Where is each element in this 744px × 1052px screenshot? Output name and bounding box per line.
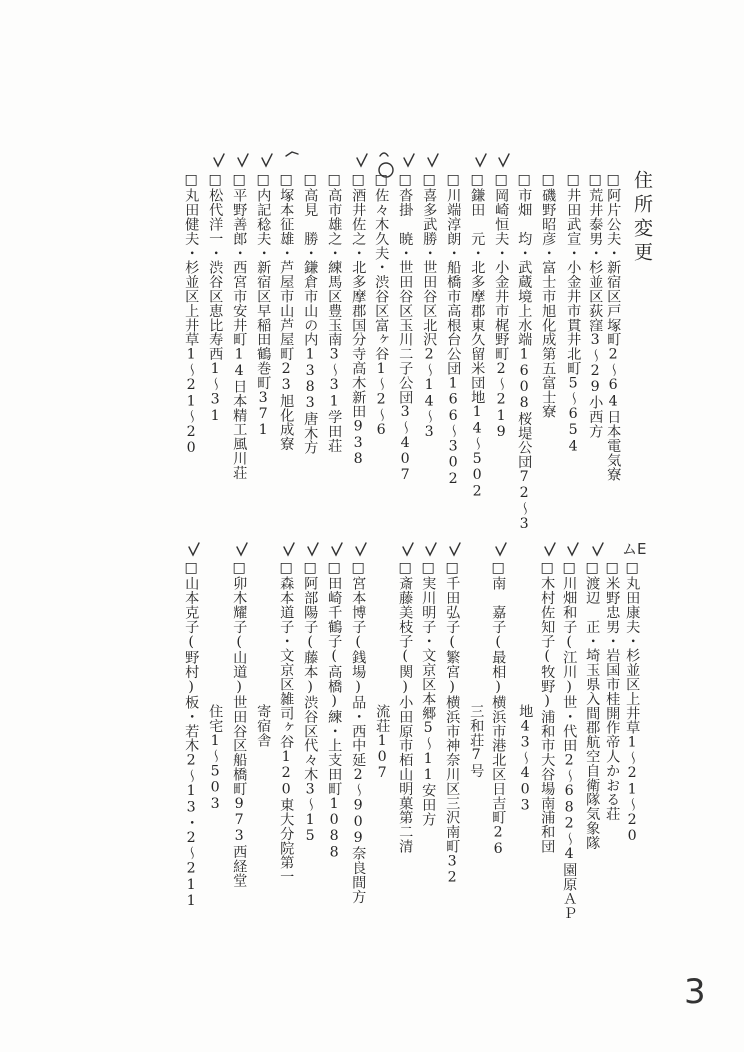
bottom-entry-9-cont: 流荘107 (374, 560, 391, 782)
check-mark (404, 154, 414, 166)
check-mark (284, 543, 294, 555)
check-mark (262, 154, 272, 166)
bottom-entry-7: □千田弘子(繁宮)横浜市神奈川区三沢南町32 (444, 560, 461, 886)
handwritten-note: ムE (622, 540, 647, 558)
check-mark (238, 154, 248, 166)
top-entry-7: □鎌田 元・北多摩郡東久留米団地14～502 (469, 172, 486, 500)
bottom-entry-4: □川畑和子(江川)世・代田2～682～4園原ＡＰ (561, 560, 578, 920)
top-entry-4: □磯野昭彦・富士市旭化成第五富士寮 (540, 172, 557, 419)
top-entry-13: □高市雄之・練馬区豊玉南3～31学田荘 (326, 172, 343, 453)
bottom-entry-3: □渡辺 正・埼玉県入間郡航空自衛隊気象隊 (584, 560, 601, 850)
bottom-entry-1: □丸田康夫・杉並区上井草1～21～20 (624, 560, 641, 845)
top-entry-12: □酒井佐之・北多摩郡国分寺高木新田938 (350, 172, 367, 468)
top-entry-9: □喜多武勝・世田谷区北沢2～14～3 (421, 172, 438, 441)
check-mark (568, 543, 578, 555)
check-mark (214, 154, 224, 166)
bottom-entry-10: □宮本博子(銭場)品・西中延2～909奈良間方 (350, 560, 367, 904)
bottom-entry-14-cont: 住宅1～503 (207, 560, 224, 812)
heading-address-change: 住所変更 (631, 170, 653, 266)
check-mark (356, 543, 366, 555)
page-number: 3 (684, 972, 706, 1012)
check-mark (499, 154, 509, 166)
top-entry-10: □沓掛 暁・世田谷区玉川二子公団3～407 (397, 172, 414, 484)
bottom-entry-6: □南 嘉子(最相)横浜市港北区日吉町26 (490, 560, 507, 857)
check-mark (189, 543, 199, 555)
top-entry-16: □内記稔夫・新宿区早稲田鶴巻町371 (255, 172, 272, 439)
top-entry-1: □阿片公夫・新宿区戸塚町2～64日本電気寮 (605, 172, 622, 482)
bottom-entry-15: □山本克子(野村)板・若木2～13・2～211 (183, 560, 200, 910)
top-entry-11: □佐々木久夫・渋谷区富ヶ谷1～2～6 (373, 172, 390, 439)
check-mark (593, 543, 603, 555)
top-entry-2: □荒井泰男・杉並区荻窪3～29小西方 (587, 172, 604, 439)
top-entry-5: □市畑 均・武蔵境上水端1608桜堤公団72～3 (516, 172, 533, 532)
check-mark (496, 543, 506, 555)
check-mark (426, 543, 436, 555)
bottom-entry-5: □木村佐知子(牧野)浦和市大谷場南浦和団 (539, 560, 556, 854)
check-mark (308, 543, 318, 555)
check-mark (545, 543, 555, 555)
top-entry-18: □松代洋一・渋谷区恵比寿西1～31 (207, 172, 224, 424)
circle-mark-tail (380, 153, 388, 156)
check-mark (476, 154, 486, 166)
bottom-entry-2: □米野忠男・岩国市桂開作帝人かおる荘 (604, 560, 621, 821)
top-entry-17: □平野善郎・西宮市安井町14日本精工風川荘 (231, 172, 248, 480)
check-mark (237, 543, 247, 555)
top-entry-14: □高見 勝・鎌倉市山の内1383唐木方 (302, 172, 319, 455)
bottom-entry-8: □実川明子・文京区本郷5～11安田方 (420, 560, 437, 827)
top-entry-15: □塚本征雄・芦屋市山芦屋町23旭化成寮 (278, 172, 295, 451)
top-entry-8: □川端淳朗・船橋市高根台公団166～302 (445, 172, 462, 487)
top-entry-3: □井田武宣・小金井市貫井北町5～654 (565, 172, 582, 455)
bottom-entry-14: □卯木耀子(山道)世田谷区船橋町973西経堂 (231, 560, 248, 888)
bottom-entry-9: □斎藤美枝子(関)小田原市栢山明菓第二清 (397, 560, 414, 854)
check-mark (286, 152, 298, 156)
top-entry-6: □岡崎恒夫・小金井市梶野町2～219 (493, 172, 510, 441)
check-mark (403, 543, 413, 555)
bottom-entry-13-cont: 寄宿舎 (255, 560, 272, 748)
check-mark (357, 154, 367, 166)
check-mark (450, 543, 460, 555)
bottom-entry-12: □阿部陽子(藤本)渋谷区代々木3～15 (302, 560, 319, 845)
bottom-entry-5-cont: 地43～403 (517, 560, 534, 814)
top-entry-19: □丸田健夫・杉並区上井草1～21～20 (183, 172, 200, 457)
bottom-entry-6-cont: 三和荘7号 (468, 560, 485, 778)
check-mark (428, 154, 438, 166)
bottom-entry-13: □森本道子・文京区雑司ヶ谷120東大分院第一 (278, 560, 295, 884)
bottom-entry-11: □田崎千鶴子(高橋)練・上支田町1088 (326, 560, 343, 861)
check-mark (332, 543, 342, 555)
